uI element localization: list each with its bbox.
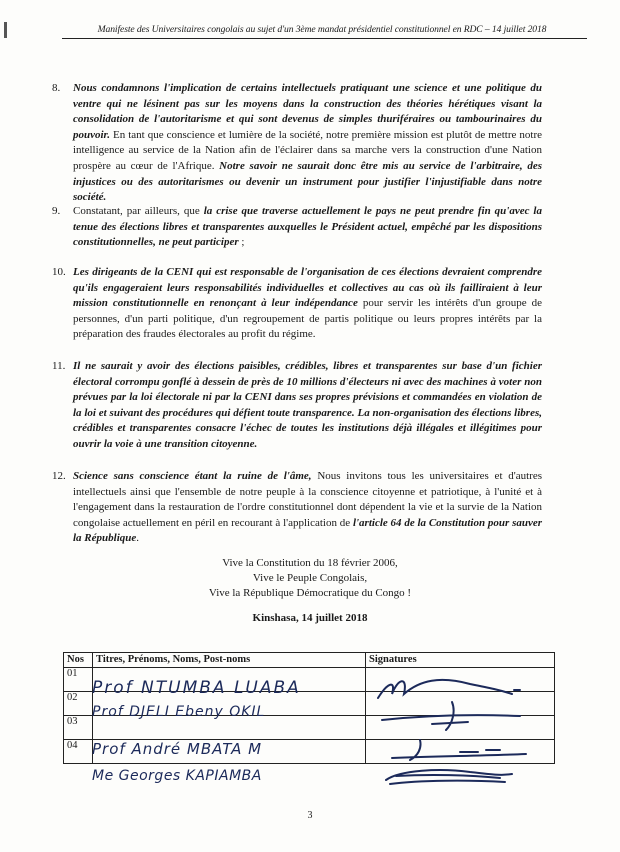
item-number: 11. <box>52 360 66 372</box>
handwritten-name: Prof André MBATA M <box>92 740 263 758</box>
signature-2 <box>382 702 520 730</box>
handwritten-name: Prof DJELI Ebeny OKIL <box>92 704 266 720</box>
emphasis-text: Il ne saurait y avoir des élections paisibles, crédibles, libres et transparentes sur base d'un fichier électoral corrompu gonflé à dessein de près de 10 millions d'électeurs ni avec des machines à voter non prévues par la loi électorale ni par la CENI dans ses propres prévisions et commandées en violation de la loi et suivant des procédures qui défient toute transparence. La non-organisation des élections libres, crédibles et transparentes consacre l'échec de toutes les institutions déjà illégales et illégitimes pour ouvrir la voie à une transition citoyenne. <box>73 360 542 450</box>
row-number: 03 <box>64 716 93 740</box>
signature-4 <box>386 770 512 784</box>
plain-text: ; <box>238 236 245 249</box>
column-header: Titres, Prénoms, Noms, Post-noms <box>93 653 366 668</box>
closing-line: Vive la République Démocratique du Congo ! <box>208 587 412 599</box>
emphasis-text: Nous condamnons l'implication de certains intellectuels pratiquant une science et une politique du ventre qui ne lésinent pas sur les moyens dans la construction des théories hérétiques visant la consolidation de l'autoritarisme et qui sont devenus de simples thuriféraires ou tambourinaires du pouvoir. <box>73 82 542 141</box>
plain-text: pour servir les intérêts d'un groupe de personnes, d'un parti politique, d'un regroupement de partis politique ou leurs propres intérêts par la préparation des fraudes électorales au profit du régime. <box>73 297 542 341</box>
emphasis-text: l'article 64 de la Constitution pour sauver la République <box>73 516 543 545</box>
handwritten-name: Me Georges KAPIAMBA <box>92 768 262 784</box>
page-number: 3 <box>307 810 313 821</box>
item-number: 10. <box>52 266 66 278</box>
signature-3 <box>392 740 526 760</box>
column-header: Nos <box>64 653 93 668</box>
emphasis-text: Notre savoir ne saurait donc être mis au service de l'arbitraire, des injustices ou des autoritarismes ou devenir un instrument pour justifier l'injustifiable dans notre société. <box>73 159 542 204</box>
row-number: 02 <box>64 692 93 716</box>
closing-line: Vive le Peuple Congolais, <box>252 572 368 584</box>
plain-text: Nous invitons tous les universitaires et d'autres intellectuels ainsi que l'ensemble de notre peuple à la conscience citoyenne et patriotique, à l'unité et à l'engagement dans la restauration de l'ordre constitutionnel dont dépendent la vie et la survie de la Nation congolaise actuellement en péril en recourant à l'application de <box>73 470 542 529</box>
emphasis-text: Les dirigeants de la CENI qui est responsable de l'organisation de ces élections devraient comprendre qu'ils engageraient leurs responsabilités individuelles et collectives au cas où ils failliraient à leur mission constitutionnelle en renonçant à leur indépendance <box>73 266 542 310</box>
plain-text: Constatant, par ailleurs, que <box>73 205 204 217</box>
item-number: 12. <box>52 470 66 482</box>
column-header: Signatures <box>366 653 555 668</box>
handwritten-name: Prof NTUMBA LUABA <box>92 678 301 698</box>
item-number: 8. <box>52 82 61 94</box>
page-header: Manifeste des Universitaires congolais au sujet d'un 3ème mandat présidentiel constitutionnel en RDC – 14 juillet 2018 <box>97 24 547 35</box>
plain-text: . <box>136 532 140 545</box>
emphasis-text: la crise que traverse actuellement le pays ne peut prendre fin qu'avec la tenue des élections libres et transparentes auxquelles le Président actuel, empêché par les dispositions constitutionnelles, ne peut participer <box>73 205 542 249</box>
emphasis-text: Science sans conscience étant la ruine de l'âme, <box>73 470 312 482</box>
signature-1 <box>378 680 520 698</box>
row-number: 04 <box>64 740 93 764</box>
plain-text: En tant que conscience et lumière de la société, notre première mission est plutôt de mettre notre intelligence au service de la Nation afin de l'éclairer dans sa marche vers la construction d'une Nation prospère au cœur de l'Afrique. <box>73 128 542 172</box>
closing-line: Vive la Constitution du 18 février 2006, <box>222 557 398 569</box>
row-number: 01 <box>64 668 93 692</box>
item-number: 9. <box>52 205 61 217</box>
place-date: Kinshasa, 14 juillet 2018 <box>252 612 368 624</box>
